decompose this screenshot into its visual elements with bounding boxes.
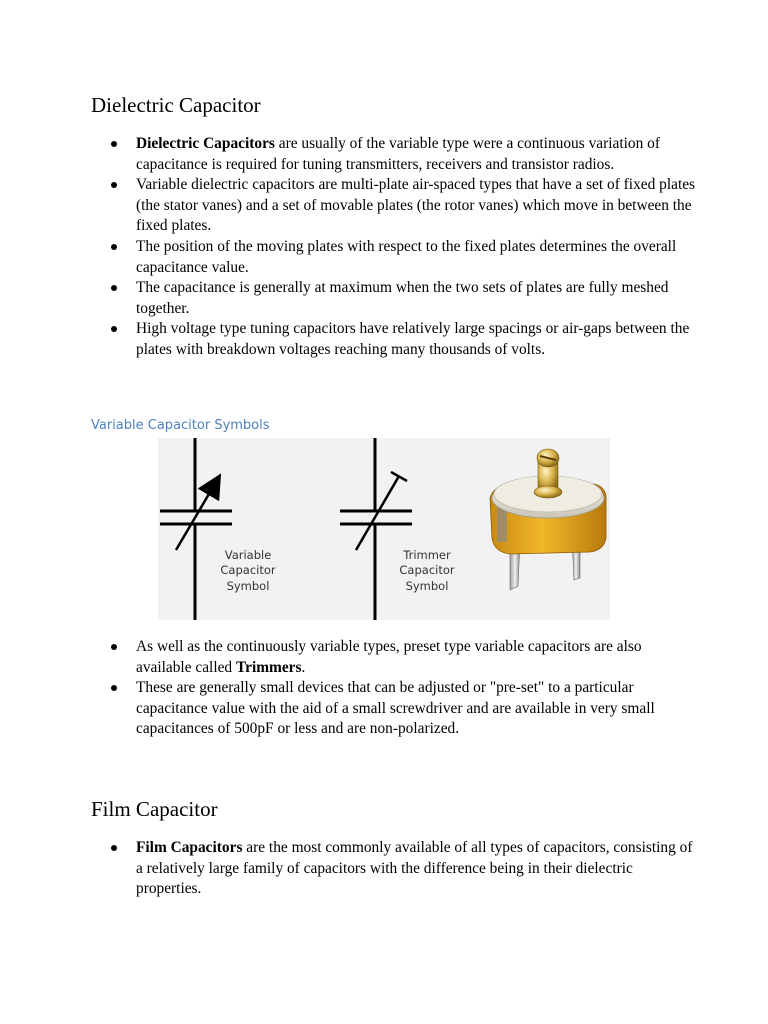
list-item <box>0 838 700 900</box>
list-item <box>0 678 700 740</box>
bold-term: Film Capacitors <box>136 839 243 856</box>
list-item <box>0 175 700 237</box>
bullet-list-dielectric <box>0 134 700 361</box>
bullet-icon <box>111 244 117 250</box>
bullet-text: These are generally small devices that can be adjusted or "pre-set" to a particular capacitance value with the aid of a small screwdriver and are available in very small capacitances of 500pF or less and are non-polarized. <box>136 679 655 738</box>
trimmer-symbol-label-line1: Trimmer <box>403 548 451 562</box>
bullet-list-film <box>0 838 700 900</box>
bullet-icon <box>111 285 117 291</box>
section-heading-dielectric: Dielectric Capacitor <box>91 93 261 117</box>
variable-symbol-label-line3: Symbol <box>226 579 270 593</box>
figure-caption: Variable Capacitor Symbols <box>91 418 270 433</box>
bullet-icon <box>111 845 117 851</box>
bullet-icon <box>111 644 117 650</box>
bullet-text: High voltage type tuning capacitors have relatively large spacings or air-gaps between the plates with breakdown voltages reaching many thousands of volts. <box>136 320 690 358</box>
bullet-text: The capacitance is generally at maximum when the two sets of plates are fully meshed together. <box>136 279 669 317</box>
bullet-text-end: . <box>301 658 306 676</box>
bold-term: Trimmers <box>235 658 302 676</box>
variable-symbol-label-line1: Variable <box>224 548 272 562</box>
bullet-text: are usually of the variable type were a continuous variation of capacitance is required for tuning transmitters, receivers and transistor radios. <box>136 135 660 173</box>
list-item <box>0 319 700 360</box>
bullet-icon <box>111 182 117 188</box>
bullet-icon <box>111 326 117 332</box>
section-heading-film: Film Capacitor <box>91 797 218 821</box>
list-item <box>0 237 700 278</box>
bullet-icon <box>111 141 117 147</box>
list-item <box>0 278 700 319</box>
bullet-list-trimmers <box>0 637 700 740</box>
trimmer-symbol-label-line2: Capacitor <box>399 563 455 577</box>
bullet-text: The position of the moving plates with respect to the fixed plates determines the overall capacitance value. <box>136 237 677 276</box>
bullet-text: Variable dielectric capacitors are multi-plate air-spaced types that have a set of fixed plates (the stator vanes) and a set of movable plates (the rotor vanes) which move in between the fixed plates. <box>136 176 696 235</box>
bullet-text: As well as the continuously variable types, preset type variable capacitors are also available called <box>136 638 642 676</box>
capacitor-symbols-figure <box>158 438 610 620</box>
bold-term: Dielectric Capacitors <box>136 135 275 152</box>
bullet-text: are the most commonly available of all types of capacitors, consisting of a relatively large family of capacitors with the difference being in their dielectric properties. <box>136 839 693 898</box>
trimmer-symbol-label-line3: Symbol <box>405 579 449 593</box>
capacitor-symbols-illustration <box>158 438 610 620</box>
list-item <box>0 637 700 678</box>
trimmer-capacitor-symbol <box>340 438 412 620</box>
bullet-icon <box>111 685 117 691</box>
variable-capacitor-symbol <box>160 438 232 620</box>
variable-symbol-label-line2: Capacitor <box>220 563 276 577</box>
list-item <box>0 134 700 175</box>
